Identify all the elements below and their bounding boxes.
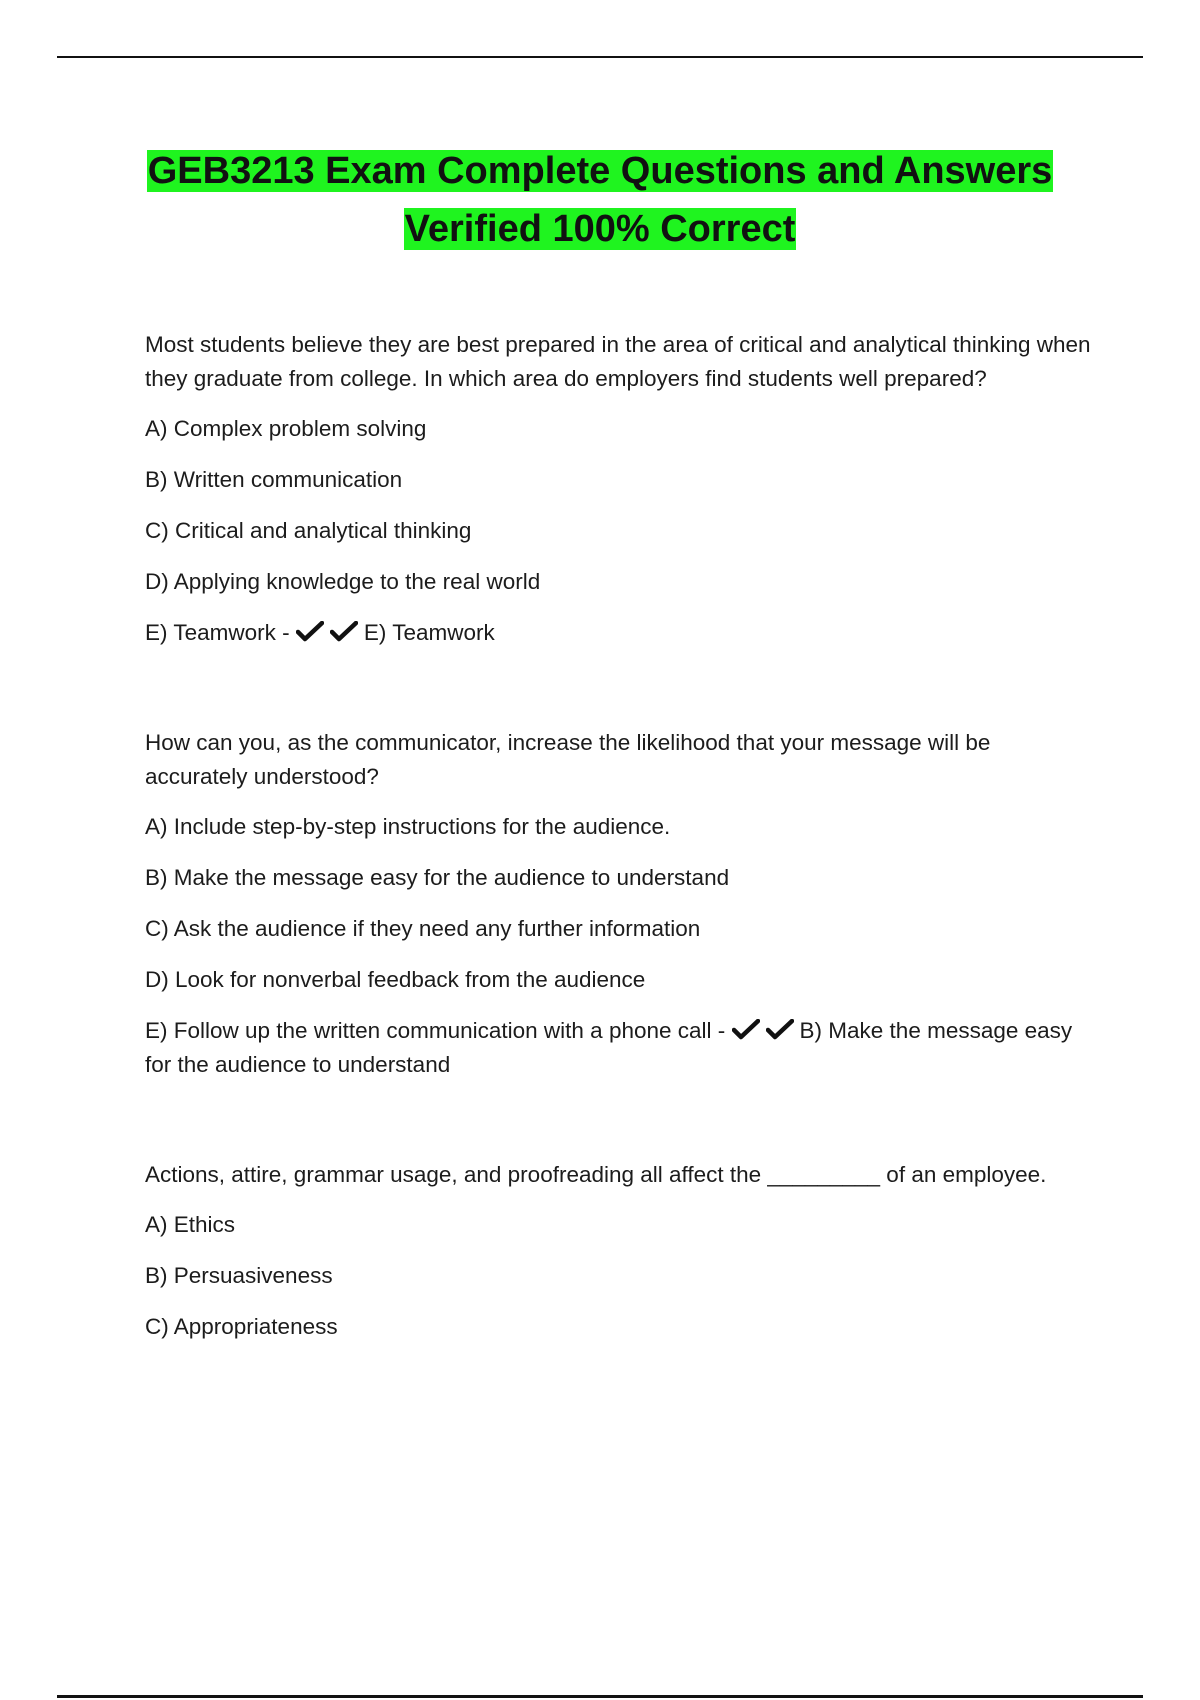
option-b: B) Make the message easy for the audience to understand <box>145 865 730 890</box>
document-body <box>145 328 1095 1361</box>
correct-answer: B) Make the message easy for the audience to understand <box>145 1018 1073 1077</box>
option-a: A) Complex problem solving <box>145 416 427 441</box>
document-title <box>0 142 1200 258</box>
question-prompt: How can you, as the communicator, increase the likelihood that your message will be accurately understood? <box>145 730 991 789</box>
check-mark-icon <box>732 1019 760 1041</box>
title-line-1: GEB3213 Exam Complete Questions and Answers <box>147 150 1053 192</box>
question-block-2 <box>145 726 1095 1082</box>
option-e-with-answer <box>145 1014 1095 1082</box>
title-line-2: Verified 100% Correct <box>404 208 796 250</box>
option-b: B) Persuasiveness <box>145 1263 333 1288</box>
option-c: C) Critical and analytical thinking <box>145 518 472 543</box>
question-block-1 <box>145 328 1095 650</box>
check-mark-icon <box>766 1019 794 1041</box>
correct-answer: E) Teamwork <box>363 620 495 645</box>
footer-rule <box>57 1695 1143 1698</box>
option-e: E) Teamwork - <box>145 620 290 645</box>
option-e: E) Follow up the written communication with a phone call - <box>145 1018 726 1043</box>
option-c: C) Appropriateness <box>145 1314 338 1339</box>
question-block-3 <box>145 1158 1095 1344</box>
question-prompt: Most students believe they are best prepared in the area of critical and analytical thinking when they graduate from college. In which area do employers find students well prepared? <box>145 332 1091 391</box>
option-d: D) Look for nonverbal feedback from the audience <box>145 967 646 992</box>
option-a: A) Ethics <box>145 1212 236 1237</box>
option-c: C) Ask the audience if they need any further information <box>145 916 701 941</box>
option-e-with-answer <box>145 616 1095 650</box>
option-d: D) Applying knowledge to the real world <box>145 569 541 594</box>
option-b: B) Written communication <box>145 467 403 492</box>
check-mark-icon <box>296 621 324 643</box>
check-mark-icon <box>330 621 358 643</box>
option-a: A) Include step-by-step instructions for the audience. <box>145 814 671 839</box>
question-prompt: Actions, attire, grammar usage, and proofreading all affect the _________ of an employee. <box>145 1162 1047 1187</box>
header-rule <box>57 56 1143 58</box>
